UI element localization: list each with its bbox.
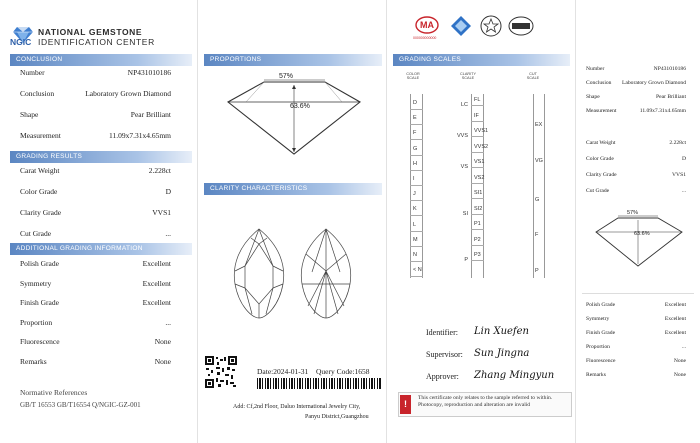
field-label: Polish Grade	[20, 259, 59, 268]
color-grade-label: G	[413, 145, 418, 152]
scale-tick	[410, 139, 423, 140]
color-grade-label: N	[413, 252, 417, 258]
color-grade-label: I	[413, 176, 415, 182]
field-value: 2.228ct	[148, 166, 171, 175]
fold-line	[575, 0, 576, 443]
summary-label: Carat Weight	[586, 140, 616, 146]
proportions-diagram	[222, 72, 372, 162]
field-label: Number	[20, 68, 45, 77]
field-value: ...	[165, 317, 171, 327]
barcode	[257, 378, 382, 389]
summary-value: Pear Brilliant	[656, 94, 686, 100]
summary-value: Excellent	[664, 316, 686, 322]
clarity-grade-label: IF	[474, 112, 479, 119]
summary-proportions-diagram	[592, 210, 686, 270]
summary-label: Cut Grade	[586, 188, 610, 194]
field-value: 11.09x7.31x4.65mm	[108, 131, 171, 140]
scale-tick	[410, 276, 423, 277]
clarity-group-label: VS	[460, 164, 468, 170]
color-scale-head: COLOR SCALE	[406, 72, 420, 80]
signature-name: Lin Xuefen	[474, 326, 529, 337]
summary-label: Measurement	[586, 108, 617, 114]
scale-tick	[410, 231, 423, 232]
summary-label: Number	[586, 66, 605, 72]
clarity-grade-label: P3	[474, 252, 481, 258]
cut-grade-label: P	[535, 268, 539, 274]
scale-tick	[471, 229, 484, 230]
summary-label: Symmetry	[586, 316, 610, 322]
field-value: None	[154, 356, 171, 366]
summary-value: Excellent	[664, 302, 686, 308]
conclusion-header: CONCLUSION	[10, 54, 192, 66]
depth-percent: 63.6%	[290, 103, 310, 110]
summary-label: Conclusion	[586, 80, 612, 86]
ilac-seal	[508, 16, 534, 36]
scale-tick	[410, 246, 423, 247]
clarity-grade-label: VVS2	[474, 143, 489, 150]
clarity-grade-label: SI2	[474, 205, 483, 212]
scale-tick	[471, 105, 484, 106]
scale-tick	[410, 170, 423, 171]
signature-label: Identifier:	[426, 328, 458, 337]
summary-value: ...	[681, 344, 686, 350]
scale-tick	[410, 124, 423, 125]
additional-grading-header: ADDITIONAL GRADING INFORMATION	[10, 243, 192, 255]
summary-label: Color Grade	[586, 156, 614, 162]
field-label: Proportion	[20, 317, 53, 327]
clarity-grade-label: P1	[474, 221, 481, 227]
summary-value: 2.228ct	[669, 140, 686, 146]
summary-value: Excellent	[664, 330, 686, 336]
cut-grade-label: VG	[535, 158, 543, 164]
clarity-plot-diagram	[228, 226, 368, 321]
scale-tick	[471, 183, 484, 184]
proportions-header: PROPORTIONS	[204, 54, 382, 66]
scale-tick	[471, 245, 484, 246]
cut-grade-label: EX	[535, 122, 543, 128]
summary-value: VVS1	[672, 172, 686, 178]
table-percent: 57%	[279, 73, 294, 80]
cma-subtext: 000000000000	[413, 36, 437, 40]
divider	[582, 293, 694, 294]
field-label: Fluorescence	[20, 337, 60, 346]
clarity-scale-head: CLARITY SCALE	[459, 72, 477, 80]
clarity-grade-label: P2	[474, 236, 481, 243]
clarity-grade-label: VS1	[474, 159, 485, 165]
clarity-scale-bar	[471, 94, 484, 278]
field-label: Color Grade	[20, 187, 58, 196]
clarity-group-label: SI	[462, 210, 468, 217]
field-label: Remarks	[20, 356, 47, 366]
grading-scales-header: GRADING SCALES	[393, 54, 570, 66]
references-title: Normative References	[20, 388, 88, 397]
color-grade-label: H	[413, 160, 417, 167]
color-grade-label: < N	[413, 267, 422, 274]
color-grade-label: F	[413, 130, 417, 137]
cut-grade-label: G	[535, 197, 540, 203]
summary-label: Polish Grade	[586, 302, 616, 308]
color-grade-label: E	[413, 115, 417, 122]
color-grade-label: J	[413, 191, 416, 198]
accreditation-seal	[480, 15, 502, 37]
summary-value: Laboratory Grown Diamond	[621, 80, 686, 86]
summary-label: Finish Grade	[586, 330, 616, 336]
scale-tick	[410, 261, 423, 262]
cut-grade-label: F	[535, 232, 539, 238]
summary-value: D	[681, 156, 686, 162]
scale-tick	[410, 155, 423, 156]
clarity-group-label: VVS	[456, 133, 468, 139]
brand-line-1: NATIONAL GEMSTONE	[38, 27, 143, 37]
color-scale-bar	[410, 94, 423, 278]
clarity-grade-label: VVS1	[474, 128, 489, 134]
field-label: Clarity Grade	[20, 208, 62, 217]
warning-icon: !	[400, 395, 411, 414]
scale-tick	[410, 109, 423, 110]
field-label: Symmetry	[20, 278, 52, 288]
cut-scale-head: CUT SCALE	[526, 72, 540, 80]
field-label: Shape	[20, 110, 39, 119]
summary-value: 11.09x7.31x4.65mm	[639, 108, 686, 114]
field-value: None	[154, 337, 171, 346]
field-value: Excellent	[142, 298, 171, 307]
scale-tick	[471, 198, 484, 199]
scale-tick	[410, 215, 423, 216]
scale-tick	[410, 200, 423, 201]
ngic-seal-logo	[450, 15, 472, 37]
color-grade-label: K	[413, 206, 417, 213]
field-label: Carat Weight	[20, 166, 60, 175]
summary-label: Clarity Grade	[586, 172, 617, 178]
color-grade-label: M	[413, 236, 418, 243]
field-label: Measurement	[20, 131, 61, 140]
references-text: GB/T 16553 GB/T16554 Q/NGIC-GZ-001	[20, 401, 141, 409]
signature-label: Approver:	[426, 372, 459, 381]
scale-tick	[471, 136, 484, 137]
clarity-grade-label: FL	[474, 97, 481, 103]
address-line-2: Panyu District,Guangzhou	[305, 414, 369, 420]
qr-code	[205, 356, 237, 388]
summary-value: NP431010186	[653, 66, 686, 72]
scale-tick	[471, 214, 484, 215]
summary-label: Shape	[586, 94, 600, 100]
summary-value: ...	[681, 188, 686, 194]
signature-name: Zhang Mingyun	[474, 370, 555, 381]
summary-depth-percent: 63.6%	[634, 231, 650, 237]
field-value: Excellent	[142, 278, 171, 288]
signature-name: Sun Jingna	[474, 348, 530, 359]
field-value: Pear Brilliant	[130, 110, 171, 119]
field-value: Excellent	[142, 259, 171, 268]
field-value: NP431010186	[127, 68, 171, 77]
field-label: Cut Grade	[20, 229, 52, 238]
scale-tick	[471, 152, 484, 153]
issue-date: Date:2024-01-31	[257, 367, 309, 376]
grading-results-header: GRADING RESULTS	[10, 151, 192, 163]
brand-line-2: IDENTIFICATION CENTER	[38, 37, 155, 47]
field-value: Laboratory Grown Diamond	[85, 89, 171, 98]
clarity-grade-label: SI1	[474, 190, 483, 196]
scale-tick	[471, 167, 484, 168]
clarity-characteristics-header: CLARITY CHARACTERISTICS	[204, 183, 382, 195]
summary-value: None	[673, 372, 686, 378]
summary-label: Proportion	[586, 344, 610, 350]
field-label: Finish Grade	[20, 298, 59, 307]
summary-label: Remarks	[586, 372, 606, 378]
field-label: Conclusion	[20, 89, 55, 98]
scale-tick	[471, 121, 484, 122]
summary-label: Fluorescence	[586, 358, 616, 364]
scale-tick	[410, 185, 423, 186]
fold-line	[197, 0, 198, 443]
query-code: Query Code:1658	[316, 367, 370, 376]
color-grade-label: D	[413, 100, 417, 106]
brand-prefix: NGIC	[10, 37, 32, 47]
field-value: D	[165, 187, 171, 196]
disclaimer-text: This certificate only relates to the sample referred to within. Photocopy, reproduction and alteration are invalid	[418, 395, 553, 408]
address-line-1: Add: Cf,2nd Floor, Daluo International Jewelry City,	[233, 404, 361, 410]
field-value: VVS1	[152, 208, 171, 217]
cma-text: MA	[420, 20, 434, 30]
color-grade-label: L	[413, 221, 417, 228]
clarity-grade-label: VS2	[474, 174, 485, 181]
field-value: ...	[165, 229, 171, 238]
summary-table-percent: 57%	[627, 210, 639, 216]
clarity-group-label: LC	[460, 102, 468, 108]
fold-line	[386, 0, 387, 443]
summary-value: None	[673, 358, 686, 364]
scale-tick	[471, 260, 484, 261]
clarity-group-label: P	[464, 257, 468, 263]
signature-label: Supervisor:	[426, 350, 463, 359]
